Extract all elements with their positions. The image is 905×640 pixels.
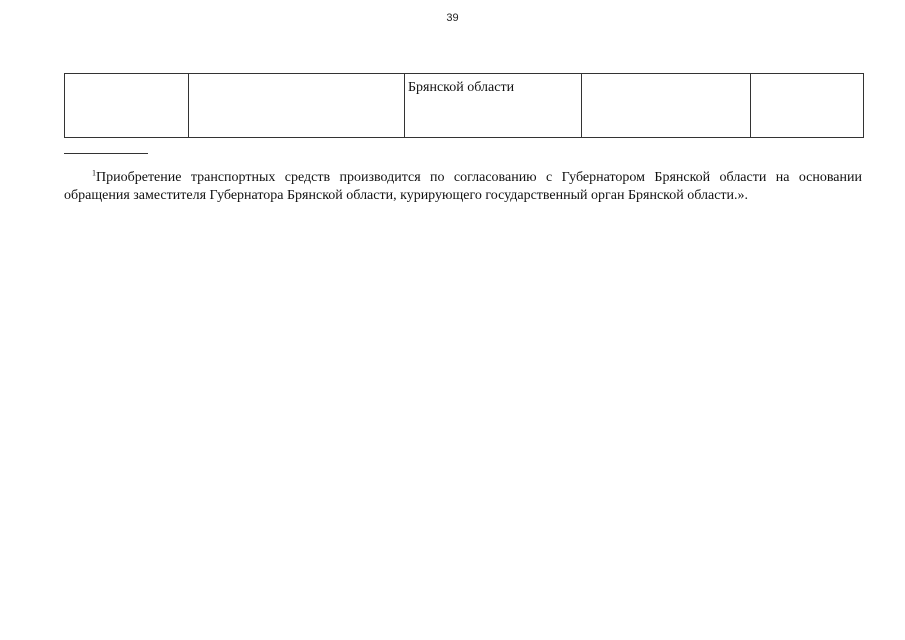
page-number: 39 — [446, 12, 459, 24]
footnote — [64, 169, 862, 205]
table-cell — [405, 74, 582, 138]
cell-text — [65, 74, 188, 80]
table-cell — [582, 74, 751, 138]
footnote-separator — [64, 153, 148, 154]
cell-text: Брянской области — [408, 80, 515, 95]
continuation-table — [64, 73, 864, 138]
footnote-text: Приобретение транспортных средств производится по согласованию с Губернатором Брянской области на основании обращения заместителя Губернатора Брянской области, курирующего государственный орган Брянской области.». — [64, 170, 862, 203]
cell-text — [189, 74, 404, 80]
cell-text — [582, 74, 750, 80]
table-cell — [189, 74, 405, 138]
table-cell — [751, 74, 864, 138]
cell-text — [751, 74, 863, 80]
table-row — [65, 74, 864, 138]
table-cell — [65, 74, 189, 138]
footnote-marker: 1 — [92, 168, 96, 178]
